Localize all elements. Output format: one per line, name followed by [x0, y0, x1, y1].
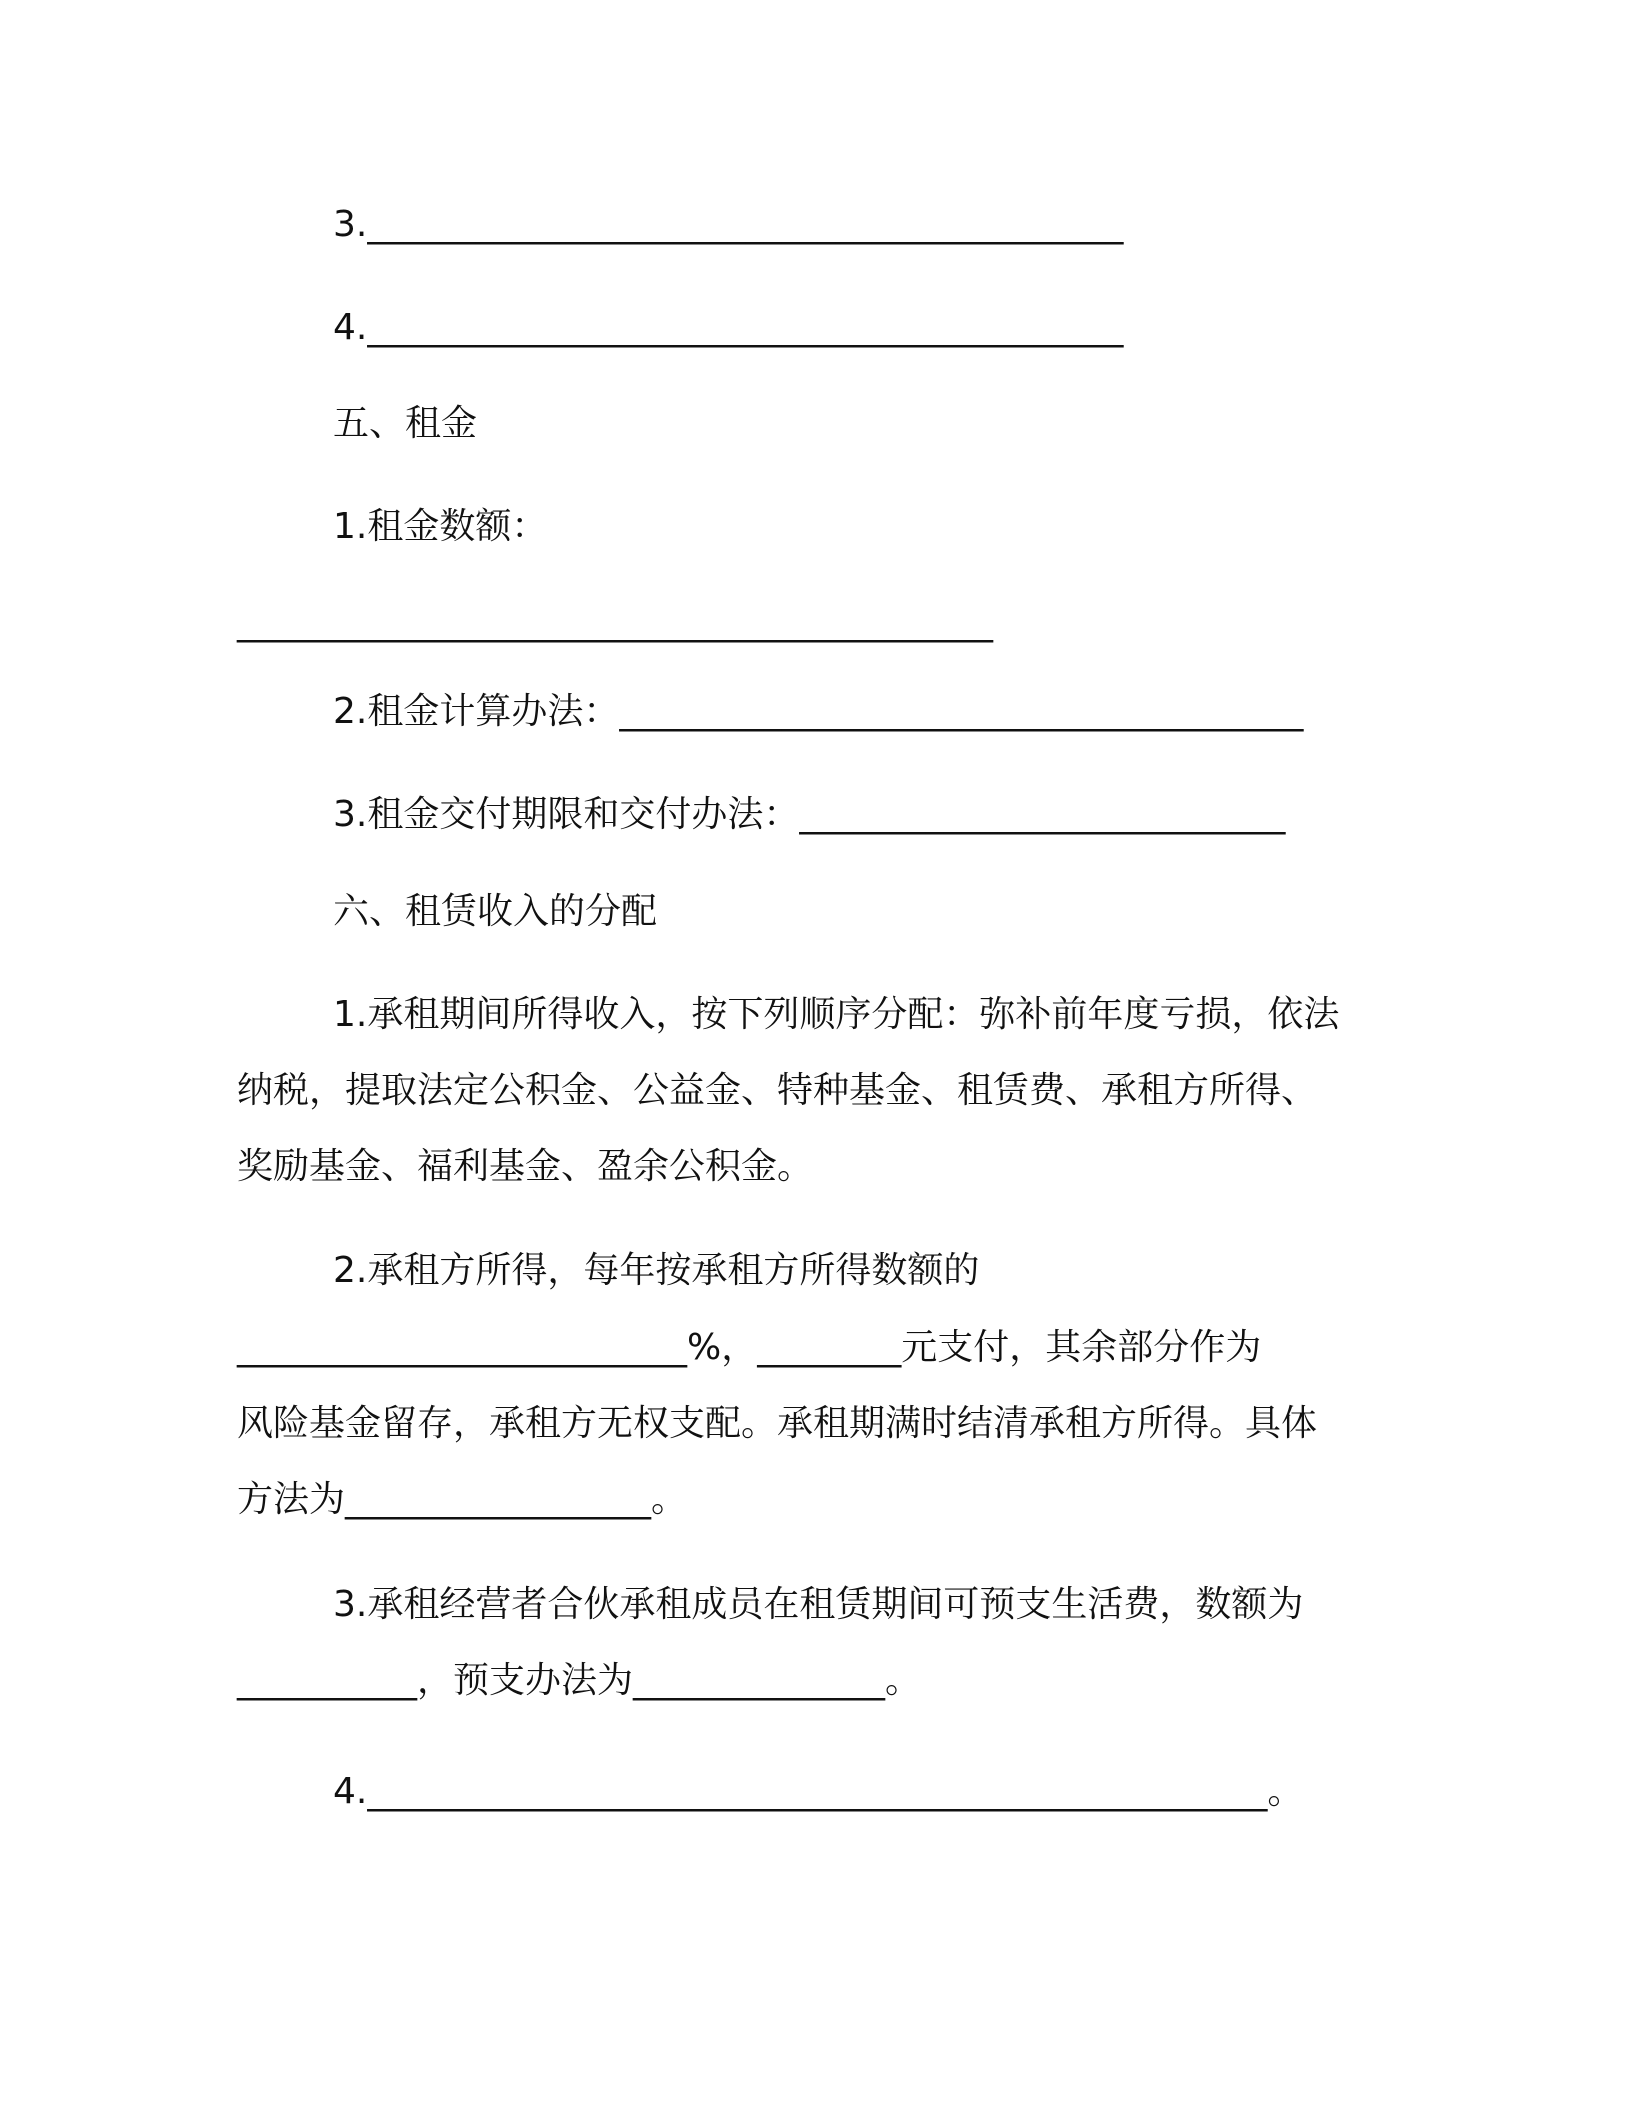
- clause-4-4-blank: 4.__________________________________________: [333, 307, 1124, 348]
- clause-6-3-line-1: 3.承租经营者合伙承租成员在租赁期间可预支生活费，数额为: [333, 1584, 1304, 1625]
- clause-6-3-line-2: __________，预支办法为______________。: [237, 1660, 922, 1701]
- clause-4-3-blank: 3.__________________________________________: [333, 204, 1124, 245]
- section-6-heading: 六、租赁收入的分配: [333, 891, 658, 932]
- clause-5-1-blank: __________________________________________: [237, 602, 993, 643]
- clause-6-2-line-3: 风险基金留存，承租方无权支配。承租期满时结清承租方所得。具体: [237, 1403, 1318, 1444]
- clause-5-1-label: 1.租金数额：: [333, 506, 548, 547]
- clause-6-1-line-1: 1.承租期间所得收入，按下列顺序分配：弥补前年度亏损，依法: [333, 994, 1340, 1035]
- clause-6-2-line-2: _________________________%，________元支付，其余部分作为: [237, 1327, 1262, 1368]
- section-5-heading: 五、租金: [333, 403, 478, 444]
- clause-5-3: 3.租金交付期限和交付办法：___________________________: [333, 794, 1286, 835]
- clause-6-2-line-1: 2.承租方所得，每年按承租方所得数额的: [333, 1250, 980, 1291]
- clause-6-1-line-3: 奖励基金、福利基金、盈余公积金。: [237, 1146, 814, 1187]
- clause-6-2-line-4: 方法为_________________。: [237, 1479, 688, 1520]
- clause-6-1-line-2: 纳税，提取法定公积金、公益金、特种基金、租赁费、承租方所得、: [237, 1070, 1318, 1111]
- clause-6-4-blank: 4.__________________________________________________。: [333, 1771, 1304, 1812]
- clause-5-2: 2.租金计算办法：______________________________________: [333, 691, 1304, 732]
